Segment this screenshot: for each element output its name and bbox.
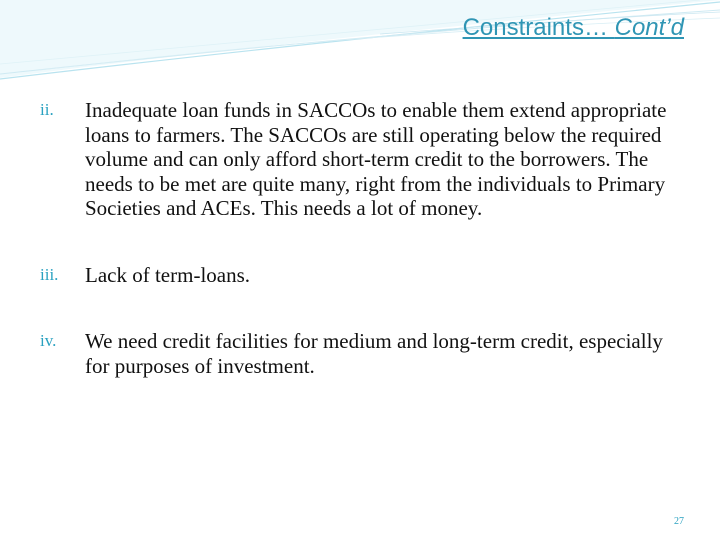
- title-main: Constraints…: [462, 14, 615, 41]
- list-item-text: Inadequate loan funds in SACCOs to enable them extend appropriate loans to farmers. The SACCOs are still operating below the required volume and can only afford short-term credit to the borrowers. The needs to be met are quite many, right from the individuals to Primary Societies and ACEs. This needs a lot of money.: [85, 98, 667, 220]
- list-item: [40, 98, 690, 221]
- list-item-text: Lack of term-loans.: [85, 262, 251, 287]
- list-item: [40, 329, 690, 378]
- list-marker: iv.: [40, 331, 57, 350]
- slide-title: [463, 14, 684, 42]
- list-item-text: We need credit facilities for medium and long-term credit, especially for purposes of investment.: [85, 329, 663, 378]
- list-item: [40, 263, 690, 288]
- content-list: [40, 98, 690, 420]
- title-italic: Cont’d: [614, 14, 684, 41]
- page-number: 27: [674, 516, 684, 527]
- list-marker: iii.: [40, 264, 59, 284]
- list-marker: ii.: [40, 100, 54, 119]
